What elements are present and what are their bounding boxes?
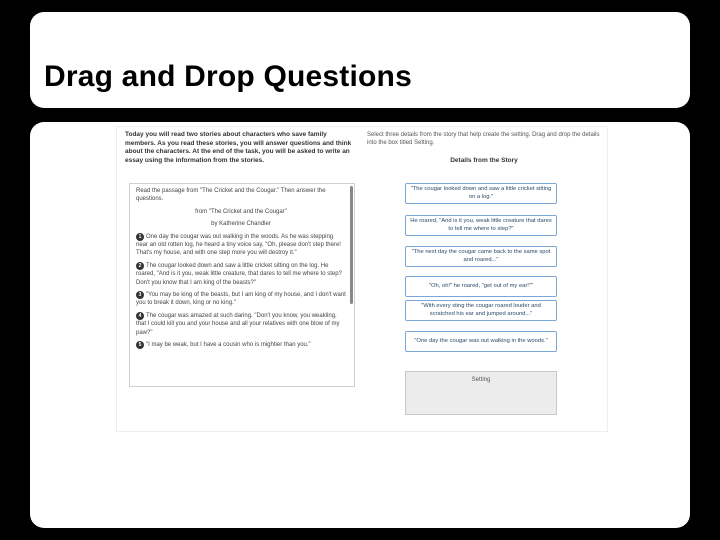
draggable-detail-3[interactable]: "The next day the cougar came back to the same spot and roared..." bbox=[405, 246, 557, 267]
paragraph-5 bbox=[136, 341, 346, 349]
paragraph-number-badge: 3 bbox=[136, 291, 144, 299]
paragraph-text: "You may be king of the beasts, but I am king of my house, and I don't want you to break it down, king or no king." bbox=[136, 292, 346, 307]
draggable-detail-1[interactable]: "The cougar looked down and saw a little cricket sitting on a log." bbox=[405, 183, 557, 204]
paragraph-1 bbox=[136, 233, 346, 258]
passage-title: from "The Cricket and the Cougar" bbox=[195, 208, 287, 215]
paragraph-text: "I may be weak, but I have a cousin who is mightier than you." bbox=[146, 342, 311, 349]
paragraph-number-badge: 4 bbox=[136, 312, 144, 320]
passage-instruction: Read the passage from "The Cricket and the Cougar." Then answer the questions. bbox=[136, 188, 326, 203]
setting-label: Setting bbox=[471, 377, 491, 383]
slide-title: Drag and Drop Questions bbox=[44, 60, 412, 93]
paragraph-text: The cougar looked down and saw a little cricket sitting on the log. He roared, "And is it you, weak little creature, that dares to tell me where to step? Don't you know that I am king of the beasts?" bbox=[136, 262, 342, 286]
passage-panel[interactable] bbox=[129, 183, 355, 387]
paragraph-number-badge: 5 bbox=[136, 341, 144, 349]
passage-scrollbar[interactable] bbox=[350, 186, 353, 304]
draggable-detail-2[interactable]: He roared, "And is it you, weak little creature that dares to tell me where to step?" bbox=[405, 215, 557, 236]
passage-author: by Katherine Chandler bbox=[211, 221, 271, 228]
setting-drop-zone[interactable] bbox=[405, 371, 557, 415]
draggable-detail-6[interactable]: "One day the cougar was out walking in the woods." bbox=[405, 331, 557, 352]
slide-title-panel bbox=[30, 12, 690, 108]
paragraph-number-badge: 1 bbox=[136, 233, 144, 241]
paragraph-2 bbox=[136, 262, 346, 287]
draggable-detail-4[interactable]: "Oh, oh!" he roared, "get out of my ear!"" bbox=[405, 276, 557, 297]
paragraph-text: The cougar was amazed at such daring. "Don't you know, you weakling, that I could kill you and your house and all your relatives with one blow of my paw?" bbox=[136, 312, 340, 336]
paragraph-4 bbox=[136, 312, 346, 337]
task-screenshot bbox=[116, 126, 608, 432]
paragraph-text: One day the cougar was out walking in the woods. As he was stepping near an old rotten log, he heard a tiny voice say, "Oh, please don't step there! That's my house, and with one step more you will destroy it." bbox=[136, 233, 341, 257]
paragraph-number-badge: 2 bbox=[136, 262, 144, 270]
task-intro: Today you will read two stories about characters who save family members. As you read these stories, you will answer questions and think about the characters. At the end of the task, you will be asked to write an essay using the information from the stories. bbox=[125, 131, 352, 164]
details-heading: Details from the Story bbox=[450, 157, 518, 164]
drag-drop-instruction: Select three details from the story that help create the setting. Drag and drop the details into the box titled Setting. bbox=[367, 132, 600, 147]
draggable-detail-5[interactable]: "With every sting the cougar roared louder and scratched his ear and jumped around..." bbox=[405, 300, 557, 321]
paragraph-3 bbox=[136, 291, 346, 308]
